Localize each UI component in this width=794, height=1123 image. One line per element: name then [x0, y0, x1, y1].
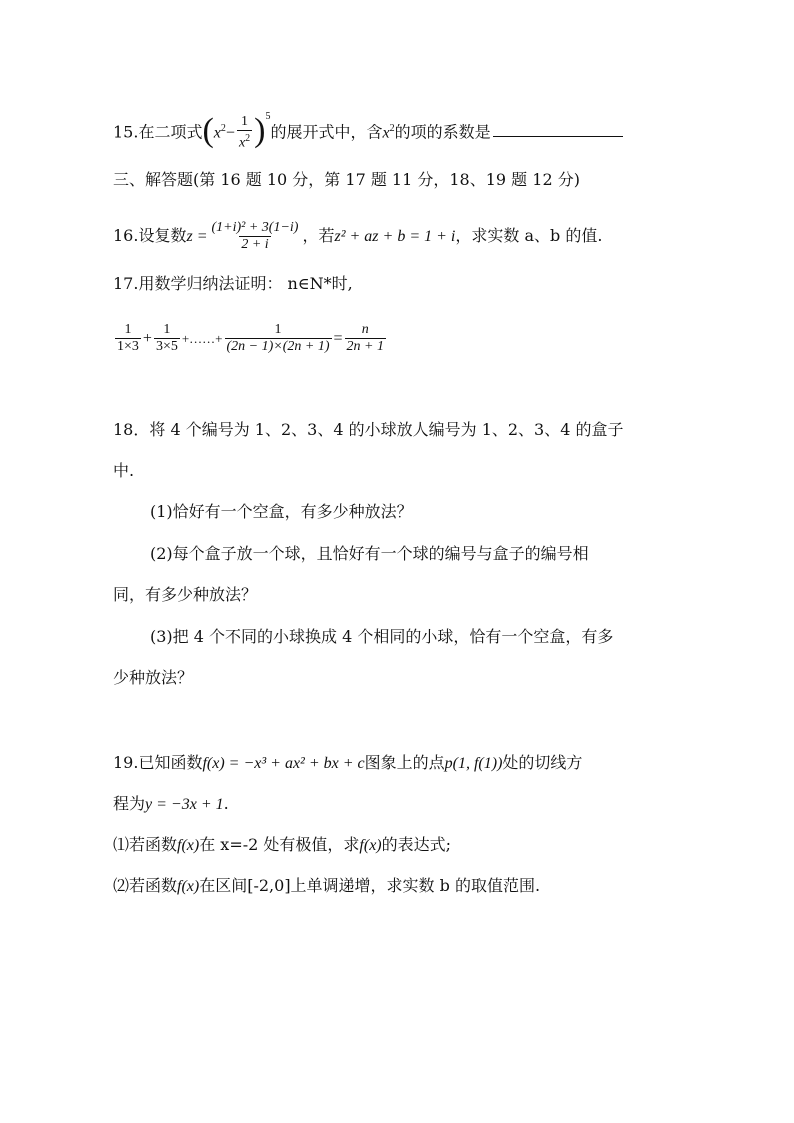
- answer-blank[interactable]: [493, 118, 623, 137]
- q19-s1-fx: f(x): [177, 837, 200, 854]
- question-19-line1: [113, 751, 582, 776]
- question-18-line1: 18．将 4 个编号为 1、2、3、4 的小球放人编号为 1、2、3、4 的盒子: [113, 420, 624, 439]
- q16-frac-num: (1+i)² + 3(1−i): [211, 220, 299, 235]
- q16-number: 16.: [113, 226, 139, 245]
- question-19-sub2: [113, 874, 540, 899]
- question-17-formula: [113, 322, 388, 355]
- q19-tail: 处的切线方: [502, 753, 583, 772]
- q19-s1-lead: ⑴若函数: [113, 835, 178, 854]
- q19-mid: 图象上的点: [364, 753, 445, 772]
- question-18-part2b: 同，有多少种放法？: [113, 585, 258, 604]
- q15-tail2: 的项的系数是: [394, 122, 491, 142]
- q15-fraction: [237, 114, 252, 152]
- q19-s1-mid: 在 x=-2 处有极值，求: [199, 835, 360, 854]
- question-19-line2: [113, 792, 229, 817]
- q15-lead: 在二项式: [138, 122, 203, 142]
- question-18-part3a: (3)把 4 个不同的小球换成 4 个相同的小球，恰有一个空盒，有多: [150, 627, 614, 646]
- q17-frac-4: $\frac{n}{2n + 1}$: [346, 322, 384, 354]
- q17-frac-2: $\frac{1}{3\times 5}$: [155, 322, 178, 354]
- q16-tail: ，求实数 a、b 的值.: [455, 226, 603, 245]
- q19-s2-lead: ⑵若函数: [113, 876, 178, 895]
- q16-mid: ，若: [302, 226, 335, 245]
- q17-frac-3: $\frac{1}{(2n - 1)\times(2n + 1)}$: [226, 322, 330, 354]
- question-18-part3b: 少种放法？: [113, 668, 194, 687]
- q15-minus: −: [225, 124, 235, 142]
- question-19-sub1: [113, 833, 451, 858]
- q19-tangent-eq: y = −3x + 1: [145, 796, 224, 813]
- q19-l2-tail: .: [223, 794, 229, 813]
- q16-lead: 设复数: [138, 226, 187, 245]
- q17-equals: =: [333, 330, 343, 347]
- left-paren: (: [202, 111, 214, 149]
- q16-fraction: [210, 220, 301, 253]
- question-17-line1: 17.用数学归纳法证明： n∈N*时,: [113, 274, 353, 293]
- q15-frac-den: $x^2$: [237, 130, 252, 152]
- q15-tail: 的展开式中，含: [270, 122, 383, 142]
- question-18-part1: (1)恰好有一个空盒，有多少种放法？: [150, 502, 413, 521]
- q15-expr-x: x: [213, 124, 221, 142]
- q19-function: f(x) = −x³ + ax² + bx + c: [202, 755, 365, 772]
- right-paren: ): [254, 111, 266, 149]
- q19-s1-fx2: f(x): [359, 837, 382, 854]
- q19-s1-tail: 的表达式;: [381, 835, 452, 854]
- q16-equation: z² + az + b = 1 + i: [334, 228, 456, 245]
- q19-s2-tail: 在区间[-2,0]上单调递增，求实数 b 的取值范围.: [199, 876, 541, 895]
- q15-expr-exp: 2: [220, 123, 226, 134]
- section-3-title: 三、解答题(第 16 题 10 分，第 17 题 11 分，18、19 题 12 分): [113, 170, 580, 189]
- q17-plus: +: [142, 330, 152, 347]
- question-15: [113, 111, 623, 152]
- q15-outer-exp: 5: [265, 111, 271, 122]
- q15-frac-num: 1: [241, 114, 249, 129]
- q19-s2-fx: f(x): [177, 878, 200, 895]
- q15-term: x: [382, 124, 390, 142]
- q19-lead: 19.已知函数: [113, 753, 203, 772]
- q15-term-exp: 2: [389, 123, 395, 134]
- q17-frac-1: $\frac{1}{1\times 3}$: [117, 322, 139, 354]
- q19-l2-lead: 程为: [113, 794, 146, 813]
- q16-z-eq: z =: [186, 228, 208, 245]
- question-18-line2: 中.: [113, 461, 135, 480]
- q19-point: p(1, f(1)): [444, 755, 503, 772]
- question-16: [113, 220, 602, 253]
- q16-frac-den: 2 + i: [241, 237, 269, 252]
- q15-number: 15.: [113, 122, 139, 142]
- q17-dots: +……+: [181, 331, 223, 346]
- question-18-part2a: (2)每个盒子放一个球，且恰好有一个球的编号与盒子的编号相: [150, 544, 589, 563]
